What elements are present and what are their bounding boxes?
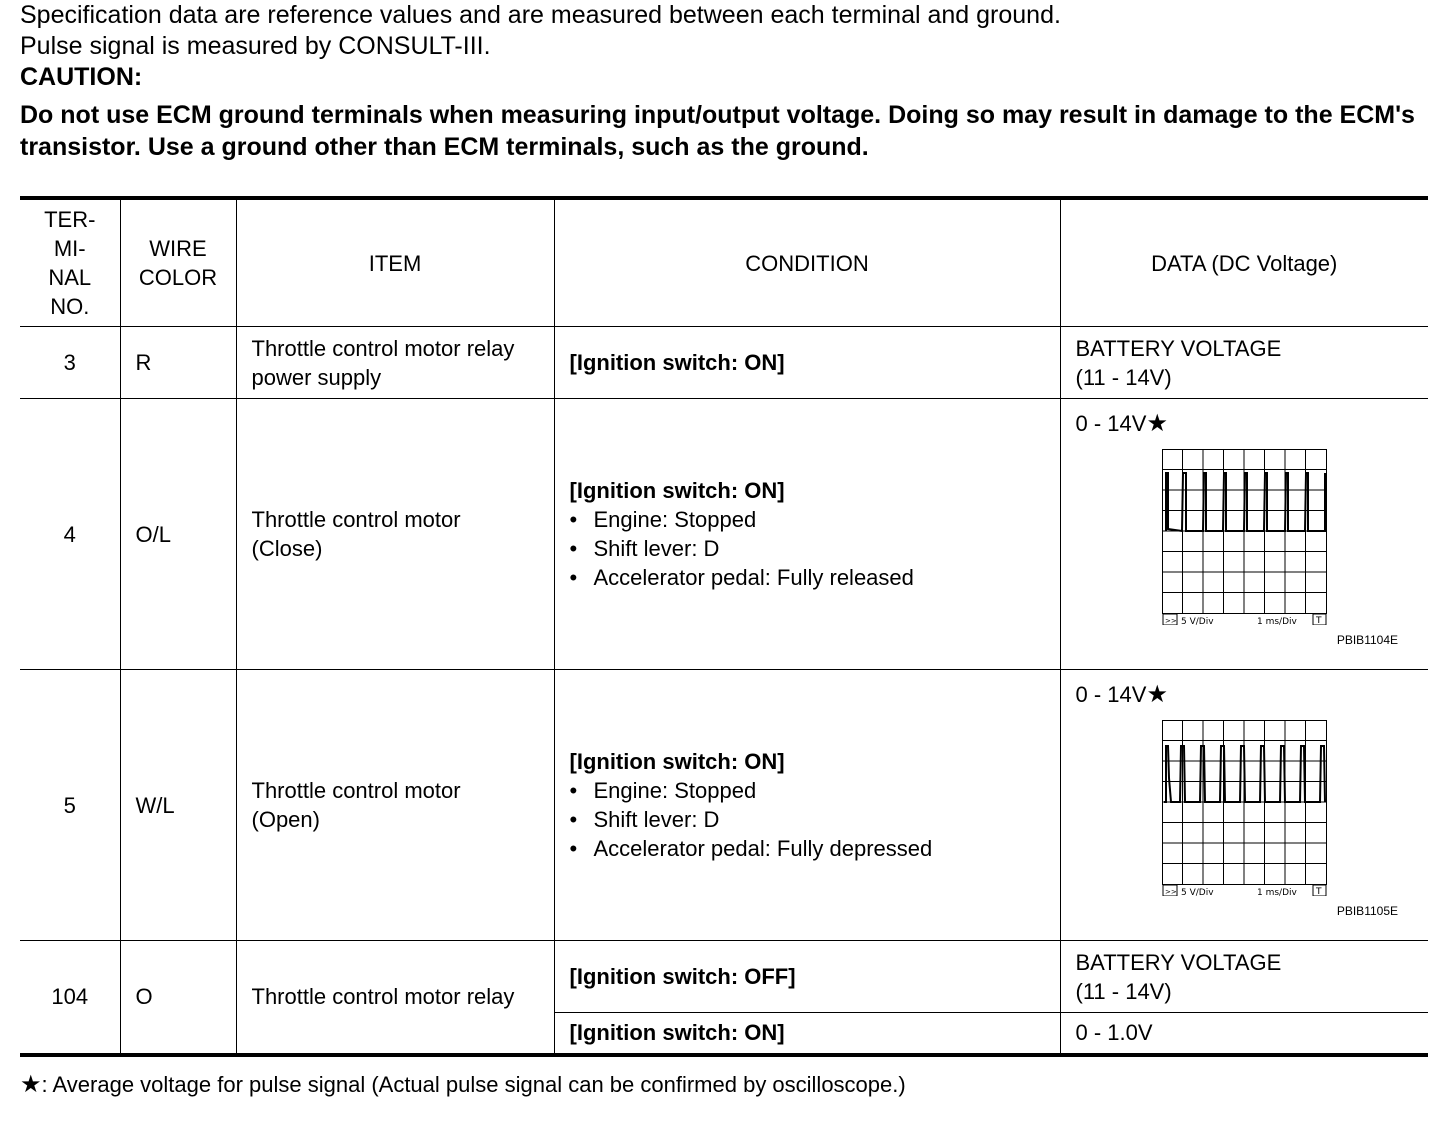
wire-color: W/L bbox=[120, 670, 236, 941]
item: Throttle control motor relay power supply bbox=[236, 327, 554, 399]
item: Throttle control motor (Open) bbox=[236, 670, 554, 941]
data-value: BATTERY VOLTAGE (11 - 14V) bbox=[1060, 941, 1428, 1013]
spec-note: Specification data are reference values and are measured between each terminal and ground. bbox=[20, 1, 1061, 29]
header-wire-color: WIRE COLOR bbox=[120, 198, 236, 327]
item: Throttle control motor (Close) bbox=[236, 399, 554, 670]
footnote bbox=[20, 1070, 906, 1099]
table-row bbox=[20, 399, 1428, 670]
data-value: 0 - 14V★ >> 5 V/Div 1 ms/Div T PBIB1104E bbox=[1060, 399, 1428, 670]
svg-text:>>: >> bbox=[1164, 617, 1177, 625]
header-item: ITEM bbox=[236, 198, 554, 327]
caution-label: CAUTION: bbox=[20, 63, 143, 91]
oscilloscope-waveform bbox=[1162, 720, 1327, 896]
svg-text:>>: >> bbox=[1164, 888, 1177, 896]
svg-text:T: T bbox=[1315, 887, 1321, 896]
condition: [Ignition switch: ON] • Engine: Stopped • Shift lever: D • Accelerator pedal: Fully depressed bbox=[554, 670, 1060, 941]
terminal-no: 104 bbox=[20, 941, 120, 1055]
condition: [Ignition switch: ON] • Engine: Stopped • Shift lever: D • Accelerator pedal: Fully released bbox=[554, 399, 1060, 670]
table-row bbox=[20, 670, 1428, 941]
condition-bullet: • Accelerator pedal: Fully depressed bbox=[570, 834, 1045, 863]
star-icon: ★ bbox=[20, 1071, 42, 1098]
table-row bbox=[20, 941, 1428, 1013]
oscilloscope-waveform bbox=[1162, 449, 1327, 625]
wire-color: O bbox=[120, 941, 236, 1055]
figure-code: PBIB1104E bbox=[1336, 633, 1398, 647]
volts-per-div: 5 V/Div bbox=[1180, 888, 1214, 896]
table-header-row bbox=[20, 198, 1428, 327]
condition-bullet: • Shift lever: D bbox=[570, 805, 1045, 834]
condition-bullet: • Accelerator pedal: Fully released bbox=[570, 563, 1045, 592]
header-data: DATA (DC Voltage) bbox=[1060, 198, 1428, 327]
time-per-div: 1 ms/Div bbox=[1256, 888, 1297, 896]
star-icon: ★ bbox=[1146, 681, 1168, 708]
condition-bullet: • Shift lever: D bbox=[570, 534, 1045, 563]
terminal-no: 5 bbox=[20, 670, 120, 941]
item: Throttle control motor relay bbox=[236, 941, 554, 1055]
figure-code: PBIB1105E bbox=[1336, 904, 1398, 918]
terminal-no: 4 bbox=[20, 399, 120, 670]
condition: [Ignition switch: ON] bbox=[554, 1013, 1060, 1055]
intro-section bbox=[20, 0, 1430, 163]
data-value: 0 - 14V★ >> 5 V/Div 1 ms/Div T PBIB1105E bbox=[1060, 670, 1428, 941]
star-icon: ★ bbox=[1146, 410, 1168, 437]
caution-text: Do not use ECM ground terminals when measuring input/output voltage. Doing so may result in damage to the ECM's transistor. Use a ground other than ECM terminals, such as the ground. bbox=[20, 101, 1415, 161]
condition-bullet: • Engine: Stopped bbox=[570, 776, 1045, 805]
wire-color: R bbox=[120, 327, 236, 399]
footnote-text: : Average voltage for pulse signal (Actual pulse signal can be confirmed by oscilloscope.) bbox=[41, 1072, 906, 1097]
wire-color: O/L bbox=[120, 399, 236, 670]
terminal-no: 3 bbox=[20, 327, 120, 399]
pulse-note: Pulse signal is measured by CONSULT-III. bbox=[20, 32, 491, 60]
data-value: BATTERY VOLTAGE (11 - 14V) bbox=[1060, 327, 1428, 399]
condition: [Ignition switch: OFF] bbox=[554, 941, 1060, 1013]
svg-text:T: T bbox=[1315, 616, 1321, 625]
volts-per-div: 5 V/Div bbox=[1180, 617, 1214, 625]
table-row bbox=[20, 327, 1428, 399]
time-per-div: 1 ms/Div bbox=[1256, 617, 1297, 625]
header-condition: CONDITION bbox=[554, 198, 1060, 327]
condition-bullet: • Engine: Stopped bbox=[570, 505, 1045, 534]
condition: [Ignition switch: ON] bbox=[554, 327, 1060, 399]
header-terminal-no: TER- MI- NAL NO. bbox=[20, 198, 120, 327]
terminal-spec-table bbox=[20, 196, 1428, 1057]
data-value: 0 - 1.0V bbox=[1060, 1013, 1428, 1055]
